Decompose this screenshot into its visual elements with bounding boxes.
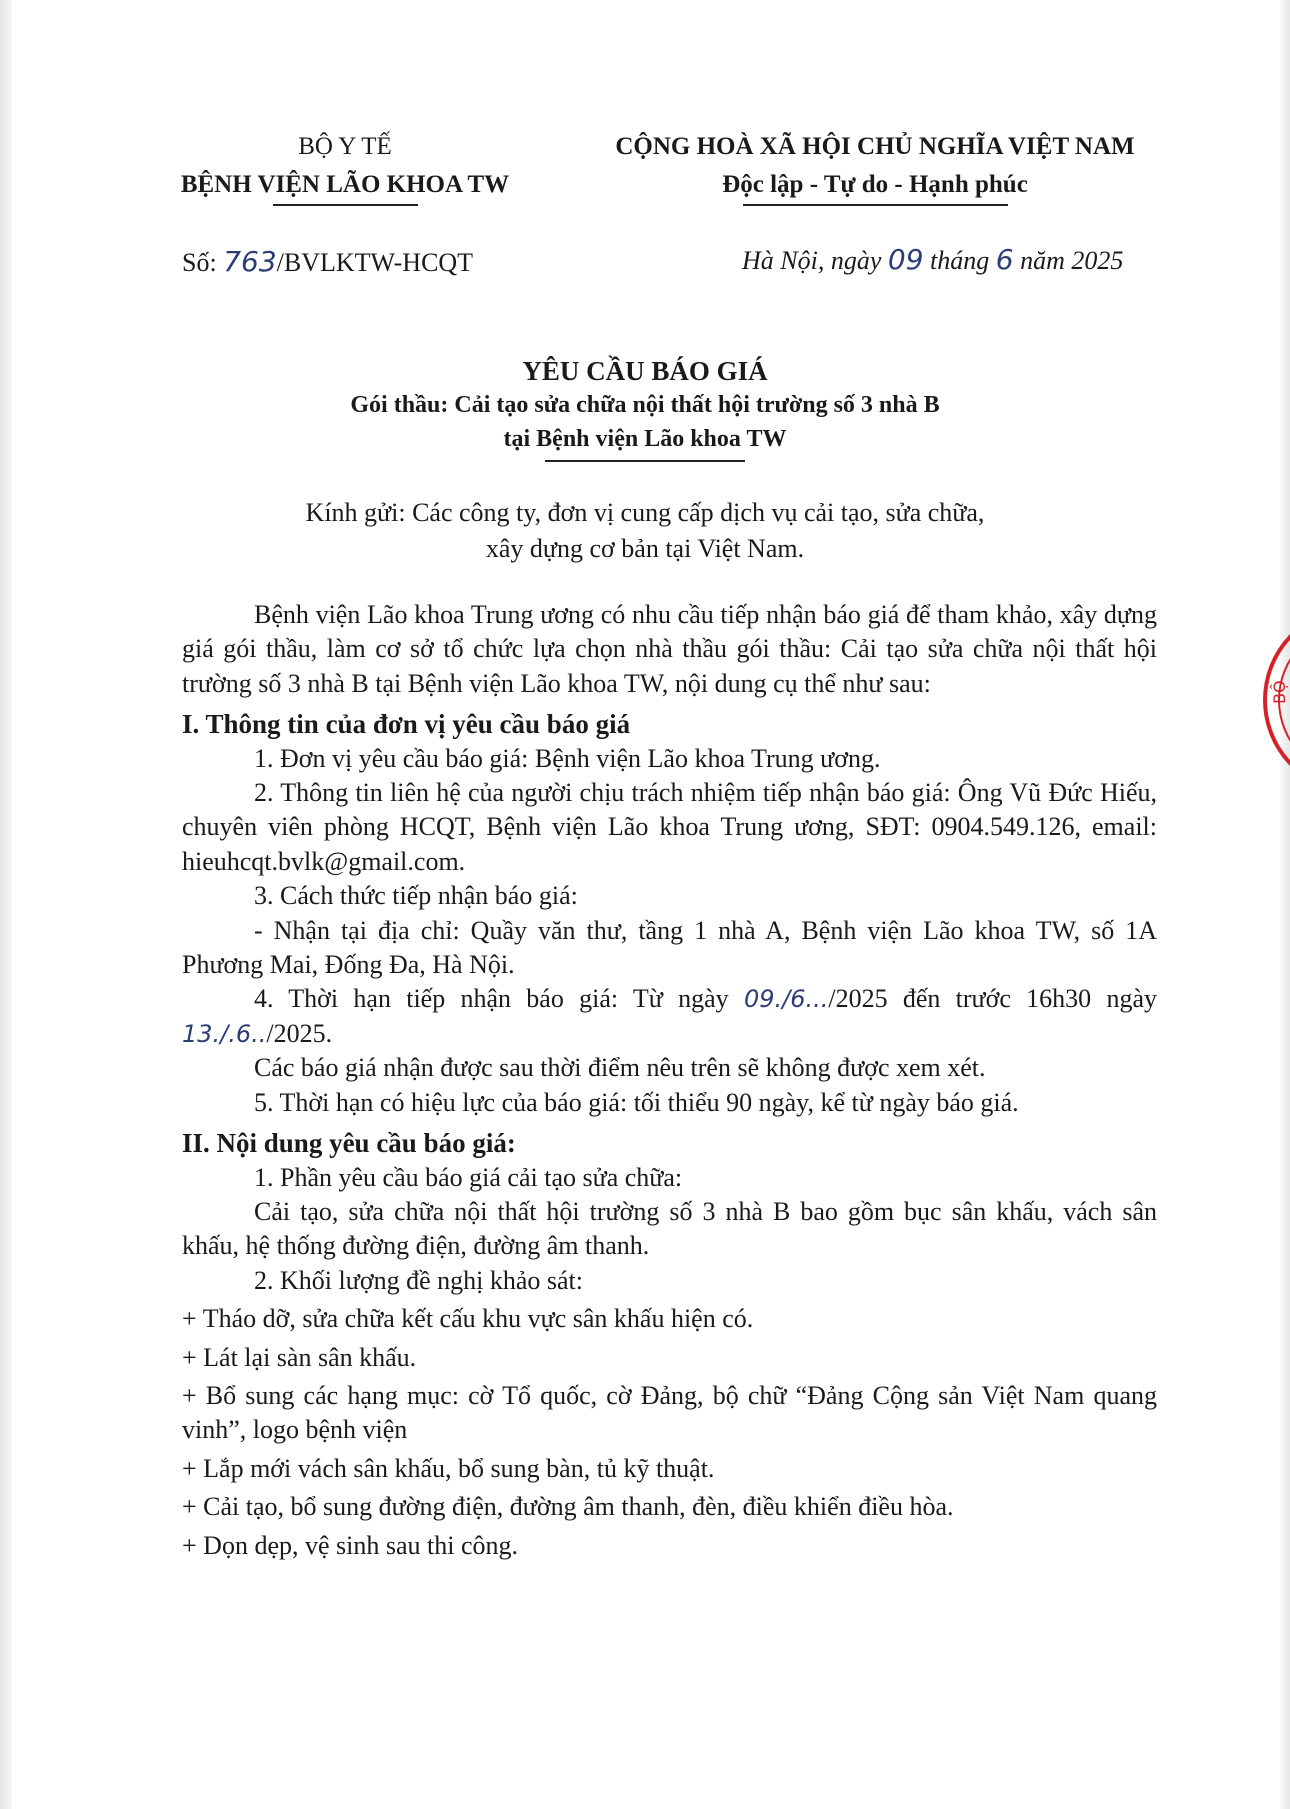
date-place: Hà Nội, ngày xyxy=(742,246,888,275)
survey-bullet-6: + Dọn dẹp, vệ sinh sau thi công. xyxy=(182,1530,519,1560)
section-1-item-2: 2. Thông tin liên hệ của người chịu trách nhiệm tiếp nhận báo giá: Ông Vũ Đức Hiếu, chuyên viên phòng HCQT, Bệnh viện Lão khoa Trung ương, SĐT: 0904.549.126, email: hieuhcqt.bvlk@gmail.com. xyxy=(182,778,1157,876)
item-4-text-c: /2025. xyxy=(266,1018,333,1048)
survey-bullet-2: + Lát lại sàn sân khấu. xyxy=(182,1342,417,1372)
section-1-item-3: 3. Cách thức tiếp nhận báo giá: xyxy=(254,881,578,911)
title-underline xyxy=(545,460,745,462)
issuer-underline xyxy=(273,204,418,206)
item-4-text-a: 4. Thời hạn tiếp nhận báo giá: Từ ngày xyxy=(254,984,744,1014)
survey-bullet-4: + Lắp mới vách sân khấu, bổ sung bàn, tủ kỹ thuật. xyxy=(182,1453,715,1483)
section-2-item-2: 2. Khối lượng đề nghị khảo sát: xyxy=(254,1265,583,1295)
section-1-item-3-detail: - Nhận tại địa chỉ: Quầy văn thư, tầng 1 nhà A, Bệnh viện Lão khoa TW, số 1A Phương Mai, Đống Đa, Hà Nội. xyxy=(182,915,1157,980)
issue-date xyxy=(742,243,1123,276)
hospital-name: BỆNH VIỆN LÃO KHOA TW xyxy=(180,171,510,198)
section-1-item-4 xyxy=(182,982,1157,1051)
date-month-label: tháng xyxy=(923,246,996,275)
survey-bullet-5: + Cải tạo, bổ sung đường điện, đường âm thanh, đèn, điều khiển điều hòa. xyxy=(182,1492,954,1522)
recipient-block xyxy=(200,495,1090,567)
issuer-block xyxy=(145,130,545,206)
date-day: 09 xyxy=(887,243,924,276)
item-4-from-date: 09./6... xyxy=(743,985,829,1014)
intro-paragraph: Bệnh viện Lão khoa Trung ương có nhu cầu tiếp nhận báo giá để tham khảo, xây dựng giá gói thầu, làm cơ sở tổ chức lựa chọn nhà thầu gói thầu: Cải tạo sửa chữa nội thất hội trường số 3 nhà B tại Bệnh viện Lão khoa TW, nội dung cụ thể như sau: xyxy=(182,600,1157,698)
motto-underline xyxy=(743,204,1008,206)
survey-bullet-3: + Bổ sung các hạng mục: cờ Tổ quốc, cờ Đảng, bộ chữ “Đảng Cộng sản Việt Nam quang vinh”, logo bệnh viện xyxy=(182,1380,1157,1445)
date-year: năm 2025 xyxy=(1013,246,1124,275)
section-1-heading: I. Thông tin của đơn vị yêu cầu báo giá xyxy=(182,709,631,740)
title-package: Gói thầu: Cải tạo sửa chữa nội thất hội trường số 3 nhà B xyxy=(350,392,940,418)
reference-code: /BVLKTW-HCQT xyxy=(276,248,474,277)
ministry-name: BỘ Y TẾ xyxy=(298,133,392,160)
survey-bullet-1: + Tháo dỡ, sửa chữa kết cấu khu vực sân khấu hiện có. xyxy=(182,1304,754,1334)
item-4-to-date: 13./.6.. xyxy=(182,1019,267,1048)
document-body xyxy=(182,598,1157,1563)
red-seal-stamp-icon xyxy=(1228,600,1290,800)
section-2-heading: II. Nội dung yêu cầu báo giá: xyxy=(182,1128,516,1159)
section-2-item-1-detail: Cải tạo, sửa chữa nội thất hội trường số 3 nhà B bao gồm bục sân khấu, vách sân khấu, hệ thống đường điện, đường âm thanh. xyxy=(182,1196,1157,1261)
item-4-text-b: /2025 đến trước 16h30 ngày xyxy=(828,984,1157,1014)
section-1-item-5: 5. Thời hạn có hiệu lực của báo giá: tối thiểu 90 ngày, kể từ ngày báo giá. xyxy=(254,1087,1019,1117)
national-header xyxy=(585,130,1165,206)
national-motto: Độc lập - Tự do - Hạnh phúc xyxy=(722,171,1028,198)
section-2-item-1: 1. Phần yêu cầu báo giá cải tạo sửa chữa: xyxy=(254,1162,683,1192)
recipient-line-2: xây dựng cơ bản tại Việt Nam. xyxy=(485,534,805,563)
reference-number xyxy=(182,245,473,278)
title-main: YÊU CẦU BÁO GIÁ xyxy=(522,356,768,386)
title-location: tại Bệnh viện Lão khoa TW xyxy=(503,426,787,452)
reference-label: Số: xyxy=(182,248,224,277)
section-1-item-1: 1. Đơn vị yêu cầu báo giá: Bệnh viện Lão khoa Trung ương. xyxy=(254,743,881,773)
recipient-line-1: Kính gửi: Các công ty, đơn vị cung cấp dịch vụ cải tạo, sửa chữa, xyxy=(305,498,985,527)
document-title xyxy=(200,354,1090,462)
section-1-item-4-note: Các báo giá nhận được sau thời điểm nêu trên sẽ không được xem xét. xyxy=(254,1053,986,1083)
date-month: 6 xyxy=(995,243,1014,276)
country-name: CỘNG HOÀ XÃ HỘI CHỦ NGHĨA VIỆT NAM xyxy=(615,133,1135,160)
stamp-text: BỘ xyxy=(1270,680,1289,704)
reference-handwritten-number: 763 xyxy=(223,245,277,278)
